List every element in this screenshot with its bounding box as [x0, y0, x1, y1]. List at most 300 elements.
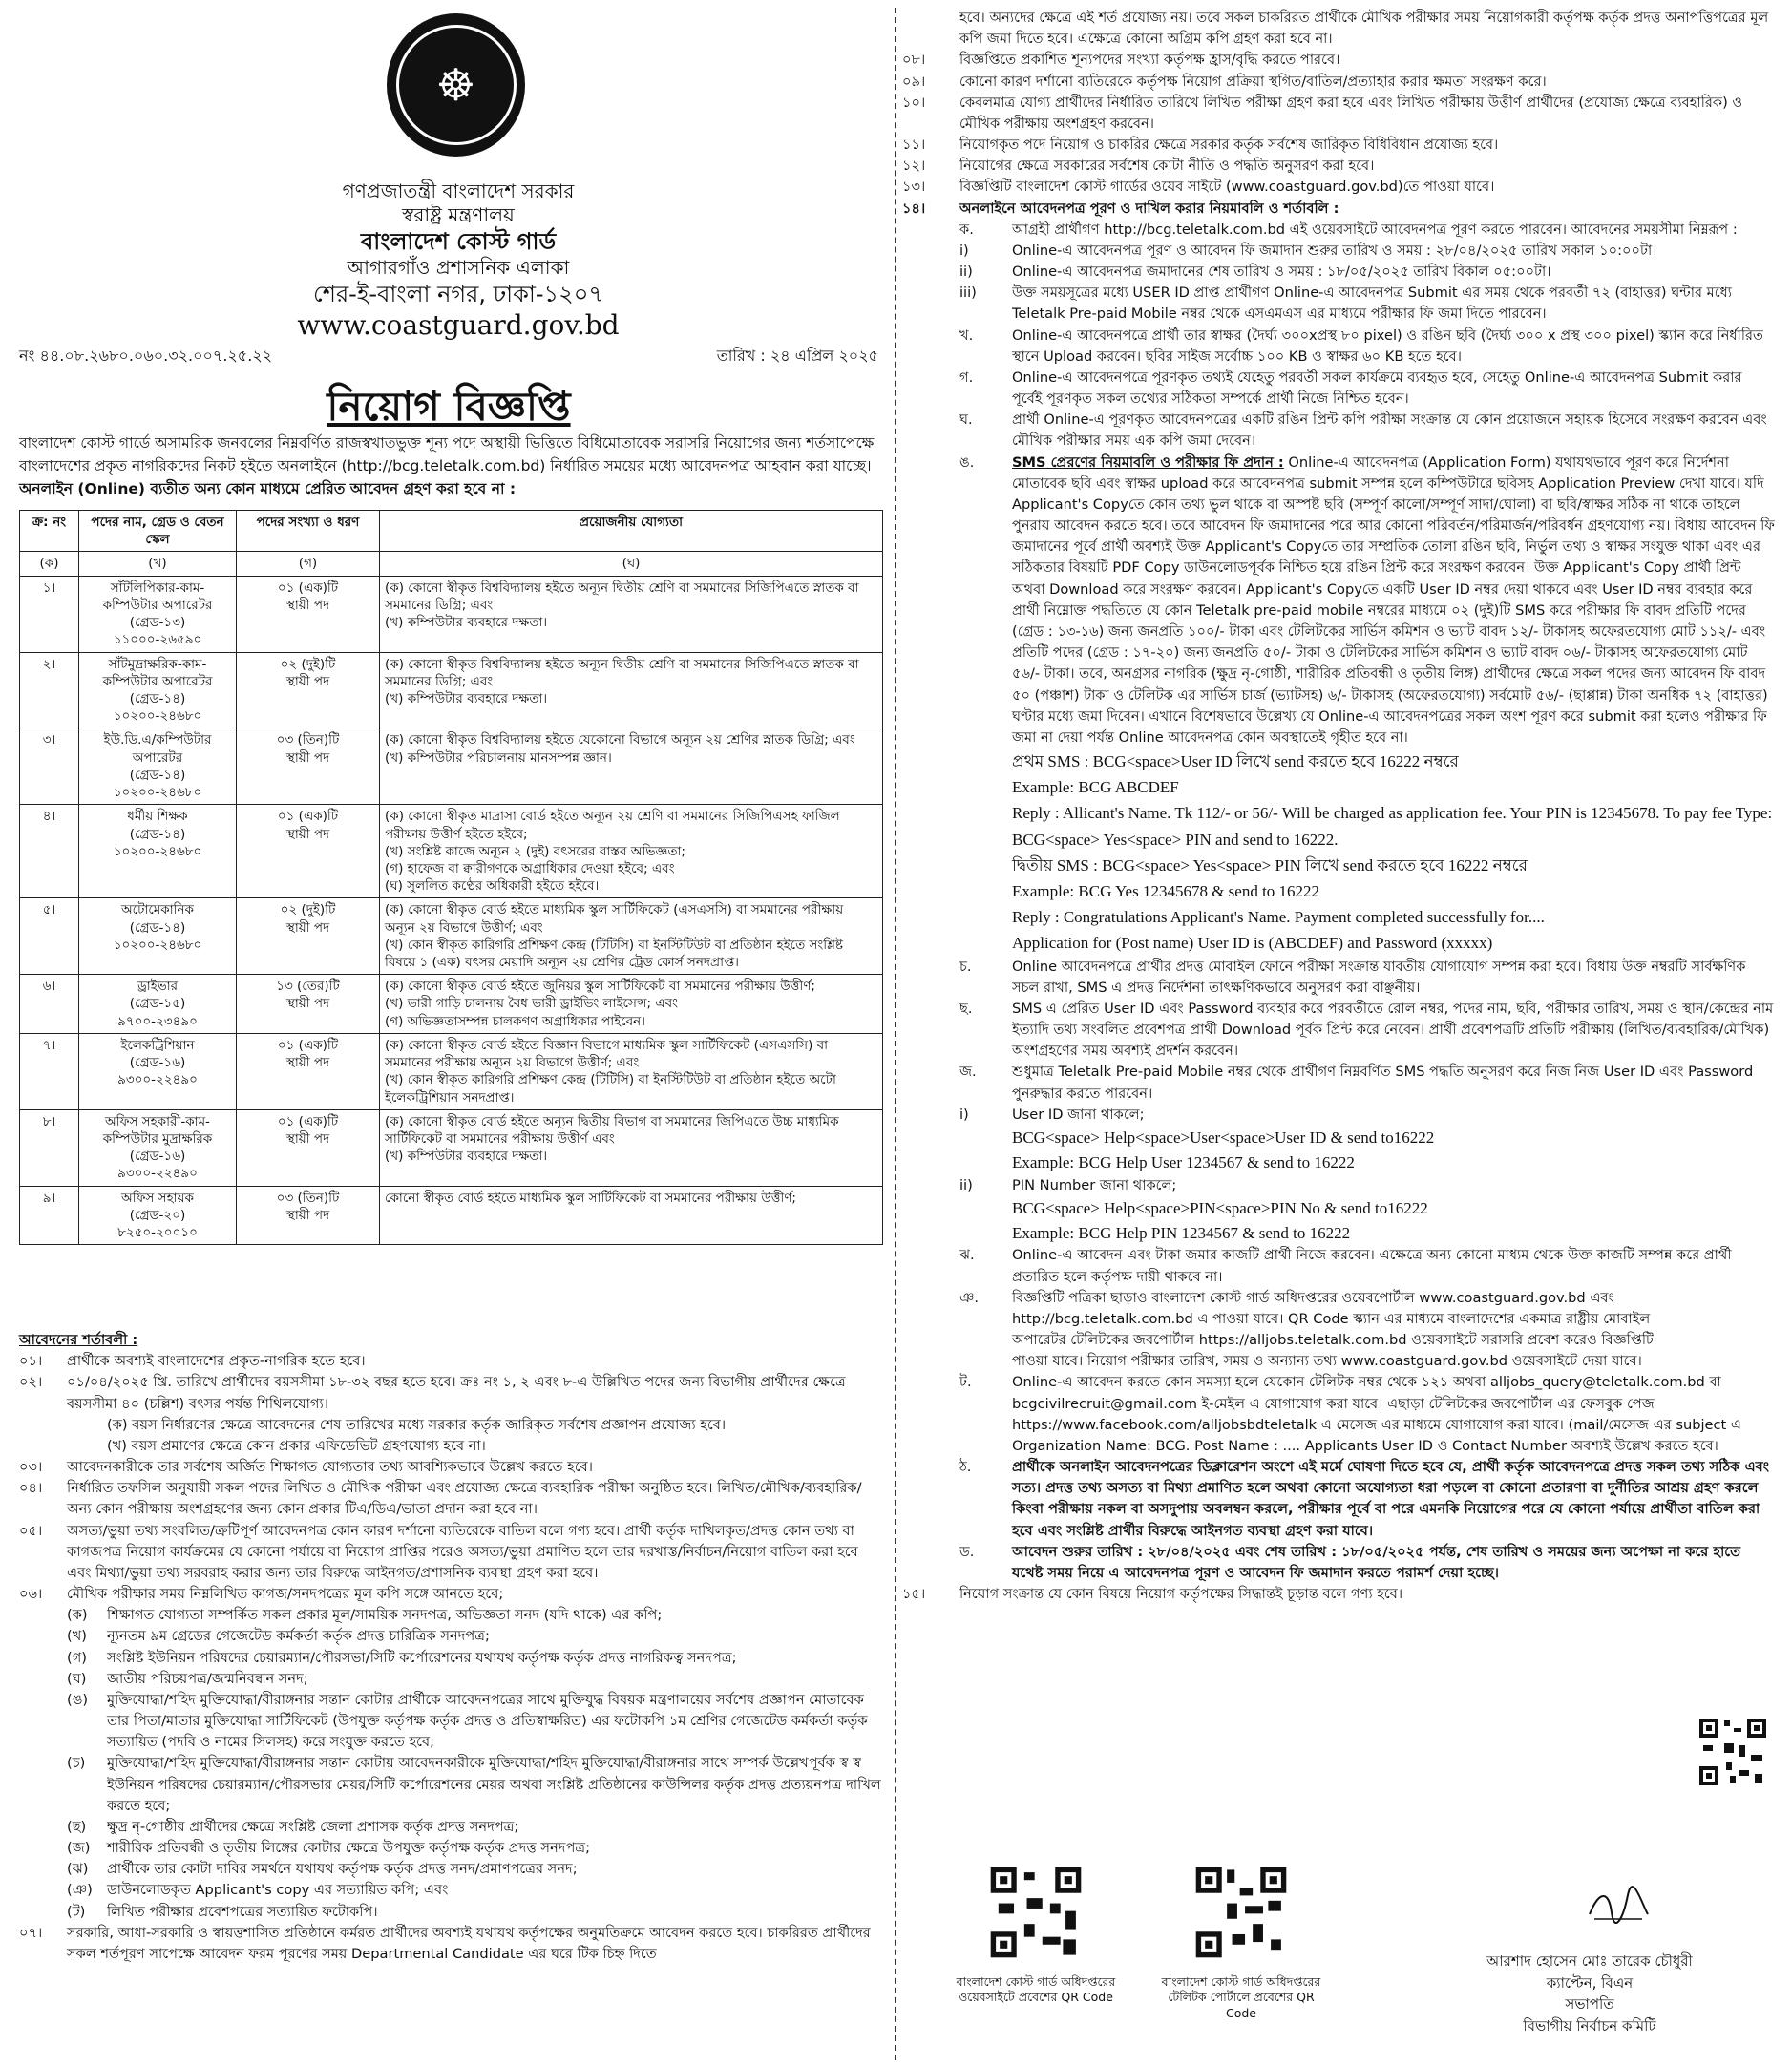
subitem-label: [67, 1436, 107, 1457]
post-count: ০১ (এক)টি: [277, 809, 339, 825]
schedule-text: উক্ত সময়সূত্রের মধ্যে USER ID প্রাপ্ত প্রার্থীগণ Online-এ আবেদনপত্র Submit এর সময় থেকে পরবর্তী ৭২ (বাহাত্তর) ঘন্টার মধ্যে Teletalk Pre-paid Mobile নম্বর থেকে এসএমএস এর মাধ্যমে পরীক্ষার ফি জমা দিতে পারবেন।: [1012, 285, 1733, 323]
subitem-label: ড.: [959, 1543, 975, 1560]
schedule-item: [959, 283, 1776, 325]
rule-d: [959, 1542, 1776, 1584]
post-type: স্থায়ী পদ: [285, 996, 330, 1012]
rule-gh: [959, 410, 1776, 452]
pay-scale: ৯৩০০-২২৪৯০: [117, 1072, 198, 1088]
qualification-line: (ক) কোনো স্বীকৃত বিশ্ববিদ্যালয় হইতে অন্যূন দ্বিতীয় শ্রেণি বা সমমানের সিজিপিএতে স্নাতক বা সমমানের ডিগ্রি; এবং: [385, 656, 859, 689]
rule-item-text: কেবলমাত্র যোগ্য প্রার্থীদের নির্ধারিত তারিখে লিখিত পরীক্ষা গ্রহণ করা হবে এবং লিখিত পরীক্ষায় উত্তীর্ণ প্রার্থীদের (প্রযোজ্য ক্ষেত্রে ব্যবহারিক) ও মৌখিক পরীক্ষায় অংশগ্রহণ করবেন।: [959, 94, 1743, 132]
count-cell: [237, 576, 380, 652]
intro-paragraph: [19, 432, 883, 500]
post-type: স্থায়ী পদ: [285, 826, 330, 842]
subitem-text: শারীরিক প্রতিবন্ধী ও তৃতীয় লিঙ্গের কোটার ক্ষেত্রে উপযুক্ত কর্তৃপক্ষ কর্তৃক প্রদত্ত সনদপত্র;: [107, 1840, 590, 1857]
reference-line: [19, 344, 888, 369]
post-type: স্থায়ী পদ: [285, 1131, 330, 1147]
handwritten-signature: [1585, 1886, 1652, 1924]
col-header: পদের সংখ্যা ও ধরণ: [237, 511, 380, 552]
qualification-cell: [380, 1033, 883, 1109]
subitem-label: খ.: [959, 327, 974, 344]
subitem-label: চ.: [959, 958, 972, 975]
col-letter: (গ): [237, 552, 380, 576]
website-qr-caption: বাংলাদেশ কোস্ট গার্ড অধিদপ্তরের ওয়েবসাইটে প্রবেশের QR Code: [956, 1974, 1116, 2005]
qualification-line: (গ) অভিজ্ঞতাসম্পন্ন চালকগণ অগ্রাধিকার পাইবেন।: [385, 1013, 645, 1029]
schedule-label: i): [959, 242, 969, 259]
recovery-line: BCG<space> Help<space>User<space>User ID & send to16222: [1012, 1128, 1435, 1147]
pay-scale: ৮২৫০-২০০১০: [117, 1225, 198, 1241]
sms-instruction: প্রথম SMS : BCG<space>User ID লিখে send করতে হবে 16222 নম্বরে: [1012, 752, 1459, 771]
address-line: শের-ই-বাংলা নগর, ঢাকা-১২০৭: [313, 281, 603, 307]
post-count: ০১ (এক)টি: [277, 1113, 339, 1129]
intro-bold: অনলাইন (Online) ব্যতীত অন্য কোন মাধ্যমে প্রেরিত আবেদন গ্রহণ করা হবে না :: [19, 480, 517, 498]
area-line: আগারগাঁও প্রশাসনিক এলাকা: [347, 256, 570, 279]
sms-rules-body: Online-এ আবেদনপত্র (Application Form) যথাযথভাবে পূরণ করে নির্দেশনা মোতাবেক ছবি এবং স্বাক্ষর upload করে আবেদনপত্র submit সম্পন্ন হলে কম্পিউটারে ছবিসহ Application Preview দেখা যাবে। যদি Applicant's Copyতে কোন তথ্য ভুল থাকে বা অস্পষ্ট ছবি (সম্পূর্ণ কালো/সম্পূর্ণ সাদা/ঘোলা) বা ছবি/স্বাক্ষর সঠিক না থাকে তাহলে পুনরায় আবেদন করতে হবে। তবে আবেদন ফি জমাদানের পরে আর কোনো পরিবর্তন/পরিমার্জন/পরিবর্ধন গ্রহণযোগ্য নয়। বিধায় আবেদন ফি জমাদানের পূর্বে প্রার্থী অবশ্যই উক্ত Applicant's Copyতে তার সম্প্রতিক তোলা রঙিন ছবি, নির্ভুল তথ্য ও স্বাক্ষর সংযুক্ত থাকা এবং এর সঠিকতার বিষয়টি PDF Copy ডাউনলোডপূর্বক নিশ্চিত হয়ে রঙিন প্রিন্ট করে সংরক্ষণ করবেন। উক্ত Applicant's Copy প্রার্থী প্রিন্ট অথবা Download করে সংরক্ষণ করবেন। Applicant's Copyতে একটি User ID নম্বর দেয়া থাকবে এবং User ID নম্বর ব্যবহার করে প্রার্থী নিম্নোক্ত পদ্ধতিতে যে কোন Teletalk pre-paid mobile নম্বরের মাধ্যমে ০২ (দুই)টি SMS করে পরীক্ষার ফি বাবদ প্রতিটি পদের (গ্রেড : ১৩-১৬) জন্য জনপ্রতি ১০০/- টাকা এবং টেলিটকের সার্ভিস কমিশন ও ভ্যাট বাবদ ১২/- টাকাসহ অফেরতযোগ্য মোট ১১২/- এবং প্রতিটি পদের (গ্রেড : ১৭-২০) জন্য জনপ্রতি ৫০/- টাকা ও টেলিটকের সার্ভিস কমিশন ও ভ্যাট বাবদ ০৬/- টাকাসহ অফেরতযোগ্য মোট ৫৬/- টাকা। তবে, অনগ্রসর নাগরিক (ক্ষুদ্র নৃ-গোষ্ঠী, শারীরিক প্রতিবন্ধী ও তৃতীয় লিঙ্গ) প্রার্থীদের ক্ষেত্রে সকল পদের জন্য আবেদন ফি বাবদ ৫০ (পঞ্চাশ) টাকা ও টেলিটক এর সার্ভিস চার্জ (ভ্যাটসহ) ৬/- টাকাসহ (অফেরতযোগ্য) সর্বমোট ৫৬/- (ছাপ্পান্ন) টাকা অনধিক ৭২ (বাহাত্তর) ঘণ্টার মধ্যে জমা দিবেন। এখানে বিশেষভাবে উল্লেখ্য যে Online-এ আবেদনপত্রের সকল অংশ পূরণ করে submit করা হলেও পরীক্ষার ফি জমা না দেয়া পর্যন্ত Online আবেদনপত্র কোন অবস্থাতেই গৃহীত হবে না।: [1012, 453, 1775, 746]
condition-number: ০৪।: [19, 1480, 43, 1497]
condition-item: [19, 1584, 883, 1605]
sms-instruction: দ্বিতীয় SMS : BCG<space> Yes<space> PIN লিখে send করতে হবে 16222 নম্বরে: [1012, 855, 1528, 875]
condition-text: আবেদনকারীকে তার সর্বশেষ অর্জিত শিক্ষাগত যোগ্যতার তথ্য আবশ্যিকভাবে উল্লেখ করতে হবে।: [67, 1459, 594, 1476]
rule-chh-text: SMS এ প্রেরিত User ID এবং Password ব্যবহার করে পরবর্তীতে রোল নম্বর, পদের নাম, ছবি, পরীক্ষার তারিখ, সময় ও স্থান/কেন্দ্রের নাম ইত্যাদি তথ্য সংবলিত প্রবেশপত্র প্রার্থী Download পূর্বক প্রিন্ট করে নেবেন। প্রার্থী প্রবেশপত্রটি প্রতিটি পরীক্ষায় (লিখিত/ব্যবহারিক/মৌখিক) অংশগ্রহণের সময় অবশ্যই প্রদর্শন করবেন।: [1012, 1000, 1774, 1060]
table-row: [20, 898, 883, 975]
subitem-label: (খ): [67, 1628, 87, 1645]
col-letter: (খ): [79, 552, 237, 576]
recovery-line: BCG<space> Help<space>PIN<space>PIN No & send to16222: [1012, 1198, 1428, 1217]
signatory-rank: ক্যাপ্টেন, বিএন: [1546, 1973, 1634, 1992]
pay-scale: ১০২০০-২৪৬৮০: [113, 843, 202, 859]
column-divider: [895, 8, 896, 2060]
rule-item-text: বিজ্ঞপ্তিটি বাংলাদেশ কোস্ট গার্ডের ওয়েব সাইটে (www.coastguard.gov.bd)তে পাওয়া যাবে।: [959, 179, 1495, 196]
count-cell: [237, 1033, 380, 1109]
subitem-label: (জ): [67, 1840, 91, 1857]
subitem-label: (ক): [67, 1607, 88, 1624]
post-cell: [79, 1109, 237, 1186]
post-type: স্থায়ী পদ: [285, 673, 330, 689]
schedule-label: ii): [959, 264, 973, 281]
rule-item-text: কোনো কারণ দর্শানো ব্যতিরেকে কর্তৃপক্ষ নিয়োগ প্রক্রিয়া স্থগিত/বাতিল/প্রত্যাহার করার ক্ষমতা সংরক্ষণ করে।: [959, 73, 1547, 90]
table-row: [20, 1186, 883, 1245]
rule-ch: [959, 957, 1776, 999]
sms-instruction: Reply : Allicant's Name. Tk 112/- or 56/- Will be charged as application fee. Your PIN is 12345678. To pay fee Type: BCG<space> Yes<space> PIN and send to 16222.: [1012, 804, 1773, 849]
condition-subitem: [67, 1817, 883, 1838]
continued-text: হবে। অন্যদের ক্ষেত্রে এই শর্ত প্রযোজ্য নয়। তবে সকল চাকরিরত প্রার্থীকে মৌখিক পরীক্ষার সময় নিয়োগকারী কর্তৃপক্ষ কর্তৃক প্রদত্ত অনাপত্তিপত্রের মূল কপি জমা দিতে হবে। এক্ষেত্রে কোনো অগ্রিম কপি গ্রহণ করা হবে না।: [959, 10, 1769, 48]
rule-g: [959, 368, 1776, 410]
post-type: স্থায়ী পদ: [285, 749, 330, 766]
condition-item: [19, 1478, 883, 1520]
subitem-label: ঞ.: [959, 1289, 980, 1306]
condition-text: নির্ধারিত তফসিল অনুযায়ী সকল পদের লিখিত ও মৌখিক পরীক্ষা এবং প্রযোজ্য ক্ষেত্রে ব্যবহারিক পরীক্ষা অনুষ্ঠিত হবে। লিখিত/মৌখিক/ব্যবহারিক/অন্য কোন পরীক্ষায় অংশগ্রহণের জন্য কোন প্রকার টিএ/ডিএ/ভাতা প্রদান করা হবে না।: [67, 1480, 862, 1518]
rule-th-text: প্রার্থীকে অনলাইন আবেদনপত্রের ডিক্লারেশন অংশে এই মর্মে ঘোষণা দিতে হবে যে, প্রার্থী কর্তৃক আবেদনপত্রে প্রদত্ত সকল তথ্য সঠিক এবং সত্য। প্রদত্ত তথ্য অসত্য বা মিথ্যা প্রমাণিত হলে অথবা কোনো অযোগ্যতা ধরা পড়লে বা কোনো প্রতারণা বা দুর্নীতির আশ্রয় গ্রহণ করলে কিংবা পরীক্ষায় নকল বা অসদুপায় অবলম্বন করলে, পরীক্ষার পূর্বে বা পরে এমনকি নিয়োগের পরে যে কোনো পর্যায়ে প্রার্থীতা বাতিল করা হবে এবং সংশ্লিষ্ট প্রার্থীর বিরুদ্ধে আইনগত ব্যবস্থা গ্রহণ করা যাবে।: [1012, 1459, 1770, 1539]
post-grade: (গ্রেড-২০): [129, 1207, 186, 1223]
ship-wheel-icon: ☸: [396, 25, 517, 145]
pay-scale: ১০২০০-২৪৬৮০: [113, 708, 202, 725]
subitem-label: ট.: [959, 1374, 972, 1391]
qualification-line: (ক) কোনো স্বীকৃত বোর্ড হইতে মাধ্যমিক স্কুল সার্টিফিকেট (এসএসসি) বা সমমানের পরীক্ষায় অন্যূন ২য় বিভাগে উত্তীর্ণ; এবং: [385, 902, 844, 936]
post-grade: (গ্রেড-১৫): [129, 996, 186, 1012]
subitem-text: সংশ্লিষ্ট ইউনিয়ন পরিষদের চেয়ারম্যান/পৌরসভা/সিটি কর্পোরেশনের যথাযথ কর্তৃপক্ষ কর্তৃক প্রদত্ত নাগরিকত্ব সনদপত্র;: [107, 1649, 737, 1666]
subitem-label: ক.: [959, 221, 974, 238]
table-row: [20, 728, 883, 805]
rule-ng: [959, 453, 1776, 749]
condition-subitem: [67, 1753, 883, 1817]
recovery-line: Example: BCG Help PIN 1234567 & send to 16222: [1012, 1223, 1351, 1242]
website-link[interactable]: www.coastguard.gov.bd: [297, 309, 620, 341]
condition-text: মৌখিক পরীক্ষার সময় নিম্নলিখিত কাগজ/সনদপত্রের মূল কপি সঙ্গে আনতে হবে;: [67, 1586, 504, 1603]
signature-block: [1446, 1951, 1733, 2036]
qualification-cell: [380, 1109, 883, 1186]
subitem-label: (গ): [67, 1649, 87, 1666]
sms-rules-heading: SMS প্রেরণের নিয়মাবলি ও পরীক্ষার ফি প্রদান :: [1012, 453, 1284, 471]
conditions-heading: আবেদনের শর্তাবলী :: [19, 1332, 138, 1348]
subitem-label: (ঘ): [67, 1670, 87, 1687]
rule-item-15-number: ১৫।: [902, 1586, 926, 1603]
rule-j-text: শুধুমাত্র Teletalk Pre-paid Mobile নম্বর থেকে প্রার্থীগণ নিম্নবর্ণিত SMS পদ্ধতি অনুসরণ করে নিজ নিজ User ID এবং Password পুনরুদ্ধার করতে পারবেন।: [1012, 1064, 1754, 1102]
rule-item-number: ০৮।: [902, 52, 926, 69]
subitem-text: (খ) বয়স প্রমাণের ক্ষেত্রে কোন প্রকার এফিডেভিট গ্রহণযোগ্য হবে না।: [107, 1437, 486, 1454]
post-cell: [79, 1186, 237, 1245]
condition-item: [19, 1521, 883, 1585]
intro-text: বাংলাদেশ কোস্ট গার্ডে অসামরিক জনবলের নিম্নবর্ণিত রাজস্বখাতভুক্ত শূন্য পদে অস্থায়ী ভিত্তিতে বিধিমোতাবেক সরাসরি নিয়োগের জন্য শর্তসাপেক্ষে বাংলাদেশের প্রকৃত নাগরিকদের নিকট হইতে অনলাইনে (http://bcg.teletalk.com.bd) নির্ধারিত সময়ের মধ্যে আবেদনপত্র আহবান করা যাচ্ছে।: [19, 434, 875, 475]
teletalk-qr-code[interactable]: [1697, 1717, 1768, 1787]
recovery-label: ii): [959, 1176, 973, 1193]
post-type: স্থায়ী পদ: [285, 1055, 330, 1071]
rule-item-number: ১১।: [902, 137, 926, 154]
qualification-cell: [380, 1186, 883, 1245]
coast-guard-emblem: [387, 13, 525, 157]
signatory-name: আরশাদ হোসেন মোঃ তারেক চৌধুরী: [1486, 1952, 1693, 1970]
serial-cell: ৭।: [20, 1033, 79, 1109]
post-count: ১৩ (তের)টি: [276, 979, 340, 995]
recovery-line: User ID জানা থাকলে;: [1012, 1106, 1145, 1123]
condition-text: ০১/০৪/২০২৫ খ্রি. তারিখে প্রার্থীদের বয়সসীমা ১৮-৩২ বছর হতে হবে। ক্রঃ নং ১, ২ এবং ৮-এ উল্লিখিত পদের জন্য বিভাগীয় প্রার্থীদের ক্ষেত্রে বয়সসীমা ৪০ (চল্লিশ) বৎসর পর্যন্ত শিথিলযোগ্য।: [67, 1374, 846, 1412]
condition-subitem: [67, 1626, 883, 1647]
subitem-label: ঠ.: [959, 1459, 972, 1476]
condition-subitem: [67, 1436, 883, 1457]
table-header-row: [20, 511, 883, 552]
rule-item-text: বিজ্ঞপ্তিতে প্রকাশিত শূন্যপদের সংখ্যা কর্তৃপক্ষ হ্রাস/বৃদ্ধি করতে পারবে।: [959, 52, 1340, 69]
post-name: ইউ.ডি.এ/কম্পিউটার অপারেটর: [103, 732, 212, 766]
serial-cell: ৩।: [20, 728, 79, 805]
table-row: [20, 805, 883, 898]
serial-cell: ৪।: [20, 805, 79, 898]
post-grade: (গ্রেড-১৪): [129, 767, 186, 783]
post-grade: (গ্রেড-১৪): [129, 919, 186, 936]
condition-subitem: [67, 1902, 883, 1923]
rule-k: [959, 220, 1776, 241]
subitem-text: মুক্তিযোদ্ধা/শহিদ মুক্তিযোদ্ধা/বীরাঙ্গনার সন্তান কোটার প্রার্থীকে আবেদনপত্রের সাথে মুক্তিযুদ্ধ বিষয়ক মন্ত্রণালয়ের সর্বশেষ প্রজ্ঞাপন মোতাবেক তার পিতা/মাতার মুক্তিযোদ্ধা সার্টিফিকেট (উপযুক্ত কর্তৃপক্ষ কর্তৃক প্রদত্ত ও প্রতিস্বাক্ষরিত) এর ফটোকপি ১ম শ্রেণির গেজেটেড কর্মকর্তা কর্তৃক সত্যায়িত (পদবি ও নামের সিলসহ) করে সংযুক্ত করতে হবে;: [107, 1691, 868, 1751]
org-name: বাংলাদেশ কোস্ট গার্ড: [360, 228, 557, 255]
rule-item: [902, 135, 1776, 156]
post-name: সাঁটলিপিকার-কাম-কম্পিউটার অপারেটর: [102, 580, 213, 613]
post-grade: (গ্রেড-১৬): [129, 1149, 186, 1165]
qualification-line: (খ) ভারী গাড়ি চালনায় বৈধ ভারী ড্রাইভিং লাইসেন্স; এবং: [385, 996, 678, 1012]
subitem-label: (ছ): [67, 1818, 87, 1835]
post-cell: [79, 576, 237, 652]
condition-number: ০৭।: [19, 1924, 43, 1941]
condition-text: অসত্য/ভুয়া তথ্য সংবলিত/ত্রুটিপূর্ণ আবেদনপত্র কোন কারণ দর্শানো ব্যতিরেকে বাতিল বলে গণ্য হবে। প্রার্থী কর্তৃক দাখিলকৃত/প্রদত্ত কোন তথ্য বা কাগজপত্র নিয়োগ কার্যক্রমের যে কোনো পর্যায়ে বা নিয়োগ প্রাপ্তির পরেও অসত্য/ভুয়া প্রমাণিত হলে তার দরখাস্ত/নির্বাচন/নিয়োগ বাতিল করা হবে এবং মিথ্যা/ভুয়া তথ্য সরবরাহ করার জন্য তার বিরুদ্ধে আইনগত/প্রশাসনিক ব্যবস্থা গ্রহণ করা হবে।: [67, 1522, 858, 1581]
post-grade: (গ্রেড-১৬): [129, 1055, 186, 1071]
col-header: পদের নাম, গ্রেড ও বেতন স্কেল: [79, 511, 237, 552]
serial-cell: ৯।: [20, 1186, 79, 1245]
rule-jh-text: Online-এ আবেদন এবং টাকা জমার কাজটি প্রার্থী নিজে করবেন। এক্ষেত্রে অন্য কোনো মাধ্যম থেকে উক্ত কাজটি সম্পন্ন করে প্রার্থী প্রতারিত হলে কর্তৃপক্ষ দায়ী থাকবে না।: [1012, 1247, 1732, 1285]
post-type: স্থায়ী পদ: [285, 597, 330, 613]
condition-item: [19, 1923, 883, 1965]
count-cell: [237, 1186, 380, 1245]
subitem-label: ঙ.: [959, 453, 975, 471]
post-grade: (গ্রেড-১৩): [129, 615, 186, 631]
post-count: ০১ (এক)টি: [277, 1037, 339, 1053]
subitem-label: ছ.: [959, 1000, 973, 1017]
recovery-item: [959, 1175, 1776, 1246]
govt-line: গণপ্রজাতন্ত্রী বাংলাদেশ সরকার: [342, 179, 575, 202]
qualification-line: (ঘ) সুললিত কণ্ঠের অধিকারী হইতে হইবে।: [385, 878, 600, 895]
post-count: ০২ (দুই)টি: [280, 902, 336, 918]
post-count: ০২ (দুই)টি: [280, 656, 336, 672]
qualification-cell: [380, 728, 883, 805]
recovery-line: Example: BCG Help User 1234567 & send to 16222: [1012, 1152, 1355, 1171]
post-cell: [79, 1033, 237, 1109]
schedule-label: iii): [959, 285, 977, 302]
rule-item-number: ১৩।: [902, 179, 926, 196]
post-count: ০৩ (তিন)টি: [276, 1190, 340, 1206]
count-cell: [237, 728, 380, 805]
sms-instruction: Example: BCG ABCDEF: [1012, 778, 1179, 797]
col-letter: (ক): [20, 552, 79, 576]
qualification-line: (ক) কোনো স্বীকৃত বিশ্ববিদ্যালয় হইতে অন্যূন দ্বিতীয় শ্রেণি বা সমমানের সিজিপিএতে স্নাতক বা সমমানের ডিগ্রি; এবং: [385, 580, 859, 613]
condition-subitem: [67, 1415, 883, 1436]
rule-item: [902, 156, 1776, 177]
pay-scale: ৯৩০০-২২৪৯০: [117, 1166, 198, 1182]
condition-subitem: [67, 1690, 883, 1754]
col-header: প্রয়োজনীয় যোগ্যতা: [380, 511, 883, 552]
post-name: ইলেকট্রিশিয়ান: [120, 1037, 195, 1053]
rule-gh-text: প্রার্থী Online-এ পূরণকৃত আবেদনপত্রের একটি রঙিন প্রিন্ট কপি পরীক্ষা সংক্রান্ত যে কোন প্রয়োজনে সহায়ক হিসেবে সংরক্ষণ করবেন এবং মৌখিক পরীক্ষার সময় এক কপি জমা দেবেন।: [1012, 411, 1767, 450]
pay-scale: ১০২০০-২৪৬৮০: [113, 785, 202, 801]
qualification-cell: [380, 652, 883, 728]
rule-item-15: [902, 1584, 1776, 1605]
rule-nya-text: বিজ্ঞপ্তিটি পত্রিকা ছাড়াও বাংলাদেশ কোস্ট গার্ড অধিদপ্তরের ওয়েবপোর্টাল www.coastguard.gov.bd এবং http://bcg.teletalk.com.bd এ পাওয়া যাবে। QR Code স্ক্যান এর মাধ্যমে বাংলাদেশের একমাত্র রাষ্ট্রীয় মোবাইল অপারেটর টেলিটকের জবপোর্টাল https://alljobs.teletalk.com.bd ওয়েবসাইটে সরাসরি প্রবেশ করেও বিজ্ঞপ্তিটি পাওয়া যাবে। নিয়োগ পরীক্ষার তারিখ, সময় ও অন্যান্য তথ্য www.coastguard.gov.bd ওয়েবসাইটে দেয়া যাবে।: [1012, 1289, 1654, 1370]
rule-item: [902, 177, 1776, 198]
schedule-item: [959, 262, 1776, 283]
qualification-line: (খ) কোন স্বীকৃত কারিগরি প্রশিক্ষণ কেন্দ্র (টিটিসি) বা ইনস্টিটিউট বা প্রতিষ্ঠান হইতে অটো ইলেকট্রিশিয়ান সনদপ্রাপ্ত।: [385, 1072, 836, 1106]
rule-item-number: ১৪।: [902, 200, 926, 217]
schedule-item: [959, 241, 1776, 262]
subitem-label: ঘ.: [959, 411, 973, 429]
rule-item-text: নিয়োগকৃত পদে নিয়োগ ও চাকরির ক্ষেত্রে সরকার কর্তৃক সর্বশেষ জারিকৃত বিধিবিধান প্রযোজ্য হবে।: [959, 137, 1499, 154]
qualification-line: (ক) কোনো স্বীকৃত বোর্ড হইতে জুনিয়র স্কুল সার্টিফিকেট বা সমমানের পরীক্ষায় উত্তীর্ণ;: [385, 979, 815, 995]
post-cell: [79, 898, 237, 975]
qualification-cell: [380, 975, 883, 1034]
col-letter: (ঘ): [380, 552, 883, 576]
rule-t-text: Online-এ আবেদন করতে কোন সমস্যা হলে যেকোন টেলিটক নম্বর থেকে ১২১ অথবা alljobs_query@teletalk.com.bd বা bcgcivilrecruit@gmail.com ই-মেইল এ যোগাযোগ করা যাবে। এছাড়া টেলিটকের জবপোর্টাল এর ফেসবুক পেজ https://www.facebook.com/alljobsbdteletalk এ মেসেজ এর মাধ্যমে যোগাযোগ করা যাবে। (mail/মেসেজ এর subject এ Organization Name: BCG. Post Name : .... Applicants User ID ও Contact Number অবশ্যই উল্লেখ করতে হবে।: [1012, 1374, 1742, 1454]
rule-item: [902, 72, 1776, 93]
subitem-text: মুক্তিযোদ্ধা/শহিদ মুক্তিযোদ্ধা/বীরাঙ্গনার সন্তান কোটায় আবেদনকারীকে মুক্তিযোদ্ধা/শহিদ মুক্তিযোদ্ধা/বীরাঙ্গনার সাথে সম্পর্ক উল্লেখপূর্বক স্ব স্ব ইউনিয়ন পরিষদের চেয়ারম্যান/পৌরসভার মেয়র/সিটি কর্পোরেশনের মেয়র অথবা সংশ্লিষ্ট প্রতিষ্ঠানের কাউন্সিলর কর্তৃক প্রদত্ত প্রত্যয়নপত্র দাখিল করতে হবে;: [107, 1755, 881, 1814]
condition-subitem: [67, 1605, 883, 1626]
sms-instruction: Application for (Post name) User ID is (ABCDEF) and Password (xxxxx): [1012, 934, 1493, 953]
count-cell: [237, 898, 380, 975]
website-qr-code[interactable]: [988, 1865, 1084, 1960]
subitem-label: [67, 1415, 107, 1436]
issue-date: তারিখ : ২৪ এপ্রিল ২০২৫: [716, 347, 878, 365]
post-type: স্থায়ী পদ: [285, 1207, 330, 1223]
post-name: ড্রাইভার: [137, 979, 179, 995]
subitem-label: (ঝ): [67, 1861, 89, 1878]
serial-cell: ৫।: [20, 898, 79, 975]
recovery-item: [959, 1105, 1776, 1175]
rule-item: [902, 50, 1776, 71]
qualification-cell: [380, 805, 883, 898]
post-cell: [79, 652, 237, 728]
post-grade: (গ্রেড-১৪): [129, 826, 186, 842]
qualification-line: কোনো স্বীকৃত বোর্ড হইতে মাধ্যমিক স্কুল সার্টিফিকেট বা সমমানের পরীক্ষায় উত্তীর্ণ;: [385, 1190, 796, 1206]
subitem-label: গ.: [959, 369, 974, 386]
rule-ch-text: Online আবেদনপত্রে প্রার্থীর প্রদত্ত মোবাইল ফোনে পরীক্ষা সংক্রান্ত যাবতীয় যোগাযোগ সম্পন্ন করা হবে। বিধায় উক্ত নম্বরটি সার্বক্ষণিক সচল রাখা, SMS এ প্রদত্ত নির্দেশনা তাৎক্ষণিকভাবে অনুসরণ করা বাঞ্ছনীয়।: [1012, 958, 1746, 996]
committee-name: বিভাগীয় নির্বাচন কমিটি: [1523, 2016, 1656, 2035]
ministry-line: স্বরাষ্ট্র মন্ত্রণালয়: [402, 203, 515, 226]
table-row: [20, 576, 883, 652]
qualification-line: (ক) কোনো স্বীকৃত বোর্ড হইতে বিজ্ঞান বিভাগে মাধ্যমিক স্কুল সার্টিফিকেট (এসএসসি) বা সমমানের পরীক্ষায় অন্যূন ২য় বিভাগে উত্তীর্ণ; এবং: [385, 1037, 829, 1071]
post-name: ধর্মীয় শিক্ষক: [127, 809, 188, 825]
qualification-line: (ক) কোনো স্বীকৃত মাদ্রাসা বোর্ড হইতে অন্যূন ২য় শ্রেণি বা সমমানের সিজিপিএসহ ফাজিল পরীক্ষায় উত্তীর্ণ হইতে হইবে;: [385, 809, 840, 842]
subitem-label: (ঙ): [67, 1691, 89, 1708]
qualification-line: (খ) কম্পিউটার ব্যবহারে দক্ষতা।: [385, 690, 548, 707]
condition-subitem: [67, 1669, 883, 1690]
post-count: ০১ (এক)টি: [277, 580, 339, 596]
office-header: [258, 179, 659, 342]
subitem-text: ডাউনলোডকৃত Applicant's copy এর সত্যায়িত কপি; এবং: [107, 1882, 449, 1899]
subitem-text: ন্যূনতম ৯ম গ্রেডের গেজেটেড কর্মকর্তা কর্তৃক প্রদত্ত চারিত্রিক সনদপত্র;: [107, 1628, 490, 1645]
rule-item-number: ১০।: [902, 94, 926, 111]
qualification-line: (খ) কোন স্বীকৃত কারিগরি প্রশিক্ষণ কেন্দ্র (টিটিসি) বা ইনস্টিটিউট বা প্রতিষ্ঠান হইতে সংশ্লিষ্ট বিষয়ে ১ (এক) বৎসর মেয়াদি অন্যূন ২য় শ্রেণির ট্রেড কোর্স সনদপ্রাপ্ত।: [385, 937, 843, 971]
post-type: স্থায়ী পদ: [285, 919, 330, 936]
post-name: অফিস সহকারী-কাম-কম্পিউটার মুদ্রাক্ষরিক: [102, 1113, 213, 1147]
subitem-text: (ক) বয়স নির্ধারণের ক্ষেত্রে আবেদনের শেষ তারিখের মধ্যে সরকার কর্তৃক জারিকৃত সর্বশেষ প্রজ্ঞাপন প্রযোজ্য হবে।: [107, 1416, 727, 1433]
rule-kh: [959, 326, 1776, 368]
rule-item: [902, 93, 1776, 135]
count-cell: [237, 1109, 380, 1186]
qualification-line: (খ) কম্পিউটার পরিচালনায় মানসম্পন্ন জ্ঞান।: [385, 749, 612, 766]
rule-nya: [959, 1288, 1776, 1373]
condition-number: ০৩।: [19, 1459, 43, 1476]
serial-cell: ১।: [20, 576, 79, 652]
condition-number: ০৫।: [19, 1522, 43, 1539]
serial-cell: ৮।: [20, 1109, 79, 1186]
qualification-line: (খ) কম্পিউটার ব্যবহারে দক্ষতা।: [385, 615, 548, 631]
subitem-text: ক্ষুদ্র নৃ-গোষ্ঠীর প্রার্থীদের ক্ষেত্রে সংশ্লিষ্ট জেলা প্রশাসক কর্তৃক প্রদত্ত সনদপত্র;: [107, 1818, 519, 1835]
subitem-label: (ঞ): [67, 1882, 93, 1899]
sms-instruction: Example: BCG Yes 12345678 & send to 16222: [1012, 881, 1320, 900]
subitem-text: জাতীয় পরিচয়পত্র/জন্মনিবন্ধন সনদ;: [107, 1670, 308, 1687]
rule-item-text: নিয়োগের ক্ষেত্রে সরকারের সর্বশেষ কোটা নীতি ও পদ্ধতি অনুসরণ করা হবে।: [959, 158, 1375, 175]
ref-number: নং ৪৪.০৮.২৬৮০.০৬০.৩২.০০৭.২৫.২২: [19, 347, 273, 365]
pay-scale: ১১০০০-২৬৫৯০: [113, 632, 202, 648]
rule-t: [959, 1372, 1776, 1457]
qualification-line: (ক) কোনো স্বীকৃত বিশ্ববিদ্যালয় হইতে যেকোনো বিভাগে অন্যূন ২য় শ্রেণির স্নাতক ডিগ্রি; এবং: [385, 732, 855, 749]
subitem-label: (ট): [67, 1903, 86, 1920]
condition-text: প্রার্থীকে অবশ্যই বাংলাদেশের প্রকৃত-নাগরিক হতে হবে।: [67, 1353, 366, 1370]
pay-scale: ৯৭০০-২৩৪৯০: [117, 1013, 198, 1029]
online-application-rules: [902, 8, 1776, 1605]
rule-g-text: Online-এ আবেদনপত্রে পূরণকৃত তথ্যই যেহেতু পরবর্তী সকল কার্যক্রমে ব্যবহৃত হবে, সেহেতু Online-এ আবেদনপত্র Submit করার পূর্বেই পূরণকৃত সকল তথ্যের সঠিকতা সম্পর্কে প্রার্থী নিজে নিশ্চিত হবেন।: [1012, 369, 1742, 408]
recovery-text: [1012, 1175, 1776, 1246]
post-count: ০৩ (তিন)টি: [276, 732, 340, 749]
rule-j: [959, 1062, 1776, 1104]
serial-cell: ২।: [20, 652, 79, 728]
table-letter-row: [20, 552, 883, 576]
condition-item: [19, 1457, 883, 1478]
serial-cell: ৬।: [20, 975, 79, 1034]
col-header: ক্র: নং: [20, 511, 79, 552]
condition-number: ০২।: [19, 1374, 43, 1391]
pay-scale: ১০২০০-২৪৬৮০: [113, 937, 202, 953]
teletalk-portal-qr-code[interactable]: [1193, 1865, 1289, 1960]
qualification-line: (গ) হাফেজ বা ক্বারীগণকে অগ্রাধিকার দেওয়া হইবে; এবং: [385, 860, 675, 876]
post-name: সাঁটমুদ্রাক্ষরিক-কাম-কম্পিউটার অপারেটর: [102, 656, 213, 689]
signatory-role: সভাপতি: [1565, 1995, 1614, 2013]
table-row: [20, 652, 883, 728]
rule-th: [959, 1457, 1776, 1542]
count-cell: [237, 805, 380, 898]
rule-item-number: ১২।: [902, 158, 926, 175]
rule-item-number: ০৯।: [902, 73, 926, 90]
condition-subitem: [67, 1859, 883, 1880]
subitem-label: ঝ.: [959, 1247, 975, 1264]
condition-subitem: [67, 1838, 883, 1859]
post-grade: (গ্রেড-১৪): [129, 690, 186, 707]
sms-instruction: Reply : Congratulations Applicant's Name. Payment completed successfully for....: [1012, 908, 1545, 927]
rule-chh: [959, 999, 1776, 1063]
conditions-section: [19, 1330, 883, 1965]
rule-k-text: আগ্রহী প্রার্থীগণ http://bcg.teletalk.com.bd এই ওয়েবসাইটে আবেদনপত্র পূরণ করতে পারবেন। আবেদনের সময়সীমা নিম্নরূপ :: [1012, 221, 1738, 238]
recovery-line: PIN Number জানা থাকলে;: [1012, 1176, 1177, 1193]
rule-item-15-text: নিয়োগ সংক্রান্ত যে কোন বিষয়ে নিয়োগ কর্তৃপক্ষের সিদ্ধান্তই চূড়ান্ত বলে গণ্য হবে।: [959, 1586, 1403, 1603]
post-cell: [79, 975, 237, 1034]
qualification-line: (খ) সংশ্লিষ্ট কাজে অন্যূন ২ (দুই) বৎসরের বাস্তব অভিজ্ঞতা;: [385, 843, 685, 859]
post-cell: [79, 728, 237, 805]
condition-item: [19, 1372, 883, 1414]
posts-table: [19, 510, 883, 1245]
qualification-cell: [380, 898, 883, 975]
count-cell: [237, 975, 380, 1034]
condition-subitem: [67, 1880, 883, 1901]
rule-ng-text: [1012, 453, 1776, 749]
rule-jh: [959, 1245, 1776, 1287]
recovery-text: [1012, 1105, 1776, 1175]
subitem-text: শিক্ষাগত যোগ্যতা সম্পর্কিত সকল প্রকার মূল/সাময়িক সনদপত্র, অভিজ্ঞতা সনদ (যদি থাকে) এর কপি;: [107, 1607, 663, 1624]
qualification-cell: [380, 576, 883, 652]
condition-number: ০১।: [19, 1353, 43, 1370]
post-cell: [79, 805, 237, 898]
condition-item: [19, 1351, 883, 1372]
subitem-text: প্রার্থীকে তার কোটা দাবির সমর্থনে যথাযথ কর্তৃপক্ষ কর্তৃক প্রদত্ত সনদ/প্রমাণপত্রের সনদ;: [107, 1861, 578, 1878]
table-row: [20, 975, 883, 1034]
page-title: নিয়োগ বিজ্ঞপ্তি: [327, 383, 571, 430]
count-cell: [237, 652, 380, 728]
schedule-text: Online-এ আবেদনপত্র জমাদানের শেষ তারিখ ও সময় : ১৮/০৫/২০২৫ তারিখ বিকাল ০৫:০০টা।: [1012, 264, 1551, 281]
qualification-line: (খ) কম্পিউটার ব্যবহারে দক্ষতা।: [385, 1149, 548, 1165]
rule-item-text: অনলাইনে আবেদনপত্র পূরণ ও দাখিল করার নিয়মাবলি ও শর্তাবলি :: [959, 200, 1339, 217]
portal-qr-caption: বাংলাদেশ কোস্ট গার্ড অধিদপ্তরের টেলিটক পোর্টালে প্রবেশের QR Code: [1161, 1974, 1321, 2020]
rule-kh-text: Online-এ আবেদনপত্রে প্রার্থী তার স্বাক্ষর (দৈর্ঘ্য ৩০০xপ্রস্থ ৮০ pixel) ও রঙিন ছবি (দৈর্ঘ্য ৩০০ x প্রস্থ ৩০০ pixel) স্ক্যান করে নির্ধারিত স্থানে Upload করবেন। ছবির সাইজ সর্বোচ্চ ১০০ KB ও স্বাক্ষর ৬০ KB হতে হবে।: [1012, 327, 1763, 365]
table-row: [20, 1033, 883, 1109]
recovery-label: i): [959, 1106, 969, 1123]
post-name: অটোমেকানিক: [120, 902, 195, 918]
table-row: [20, 1109, 883, 1186]
condition-subitem: [67, 1648, 883, 1669]
condition-text: সরকারি, আধা-সরকারি ও স্বায়ত্তশাসিত প্রতিষ্ঠানে কর্মরত প্রার্থীদের অবশ্যই যথাযথ কর্তৃপক্ষের অনুমতিক্রমে আবেদন করতে হবে। চাকরিরত প্রার্থীদের সকল শর্তপূরণ সাপেক্ষে আবেদন ফরম পূরণের সময় Departmental Candidate এর ঘরে টিক চিহ্ন দিতে: [67, 1924, 871, 1962]
post-name: অফিস সহায়ক: [121, 1190, 194, 1206]
schedule-text: Online-এ আবেদনপত্র পূরণ ও আবেদন ফি জমাদান শুরুর তারিখ ও সময় : ২৮/০৪/২০২৫ তারিখ সকাল ১০:০০টা।: [1012, 242, 1657, 259]
subitem-label: জ.: [959, 1064, 977, 1081]
